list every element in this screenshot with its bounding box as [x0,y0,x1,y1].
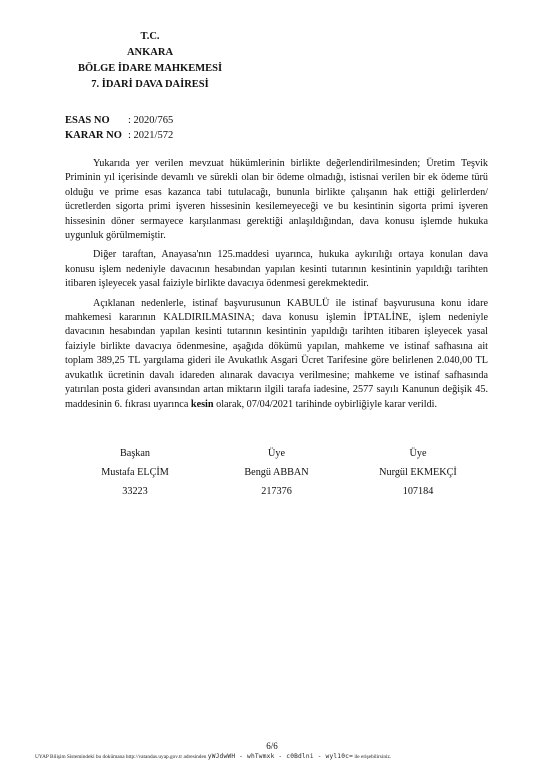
karar-value: : 2021/572 [128,130,174,141]
signature-name: Bengü ABBAN [244,467,309,478]
header-chamber: 7. İDARİ DAVA DAİRESİ [91,79,209,90]
signature-member-2 [348,444,488,501]
paragraph-3-text: Açıklanan nedenlerle, istinaf başvurusunun KABULÜ ile istinaf başvurusuna konu idare mahkemesi kararının KALDIRILMASINA; dava konusu işlemin İPTALİNE, işlem nedeniyle davacının hesabından yapılan kesinti tutarının kesintinin yapıldığı tarihten itibaren işleyecek yasal faiziyle birlikte davacıya ödenmesine, aşağıda dökümü yapılan, mahkeme ve istinaf safhasına ait toplam 389,25 TL yargılama gideri ile Avukatlık Asgari Ücret Tarifesine göre belirlenen 2.040,00 TL avukatlık ücretinin davalı idareden alınarak davacıya verilmesine; mahkeme ve istinaf safhasında yatırılan posta gideri avansından artan miktarın ilgili tarafa iadesine, 2577 sayılı Kanunun değişik 45. maddesinin 6. fıkrası uyarınca [65,297,488,410]
paragraph-3-end: olarak, 07/04/2021 tarihinde oybirliğiyle karar verildi. [213,398,438,410]
signature-name: Nurgül EKMEKÇİ [379,467,457,478]
case-info [65,113,173,143]
signature-title: Üye [409,448,427,459]
court-header [0,29,300,93]
footer-suffix: ile erişebilirsiniz. [354,754,392,760]
paragraph-1: Yukarıda yer verilen mevzuat hükümlerinin birlikte değerlendirilmesinden; Üretim Teşvik Priminin yıl içerisinde devamlı ve sürekli olan bir ödeme olmadığı, istisnai verilen bir ek ödeme türü olduğu ve prime esas kazanca tabi tutulacağı, bununla birlikte çalışanın hak ettiği gelirlerden/ücretlerden sigorta primi işveren hissesinin kesilemeyeceği ve bu kesintinin sigorta primi işveren hissesinin döner sermayece karşılanması gerektiği anlaşıldığından, dava konusu işlemde hukuka uygunluk görülmemiştir. [65,158,488,242]
esas-value: : 2020/765 [128,115,174,126]
signature-president [65,444,205,501]
footer-note [35,753,515,760]
signature-number: 217376 [261,486,292,497]
esas-row [65,113,173,128]
paragraph-3-bold: kesin [190,398,214,410]
header-court: BÖLGE İDARE MAHKEMESİ [77,63,223,74]
signature-number: 107184 [402,486,434,497]
signature-member-1 [207,444,347,501]
paragraph-3 [65,297,488,412]
signature-number: 33223 [122,486,148,497]
signature-name: Mustafa ELÇİM [101,467,169,478]
footer-access-code: yWJdwWH - whTwmxk - c0Bdlni - wyl10c= [207,753,354,760]
karar-label: KARAR NO [65,130,122,141]
header-country: T.C. [140,31,160,42]
decision-body [65,157,488,417]
karar-row [65,128,173,143]
signature-block [65,444,488,501]
header-city: ANKARA [126,47,174,58]
esas-label: ESAS NO [65,115,110,126]
page-number: 6/6 [266,741,278,751]
footer-prefix: UYAP Bilişim Sistemindeki bu dokümana http://vatandas.uyap.gov.tr adresinden [35,754,207,760]
paragraph-2: Diğer taraftan, Anayasa'nın 125.maddesi uyarınca, hukuka aykırılığı ortaya konulan dava konusu işlem nedeniyle davacının hesabından yapılan kesinti tutarının kesintinin yapıldığı tarihten itibaren işleyecek yasal faiziyle birlikte davacıya ödenmesi gerekmektedir. [65,249,488,290]
signature-title: Üye [268,448,285,459]
signature-title: Başkan [120,448,150,459]
